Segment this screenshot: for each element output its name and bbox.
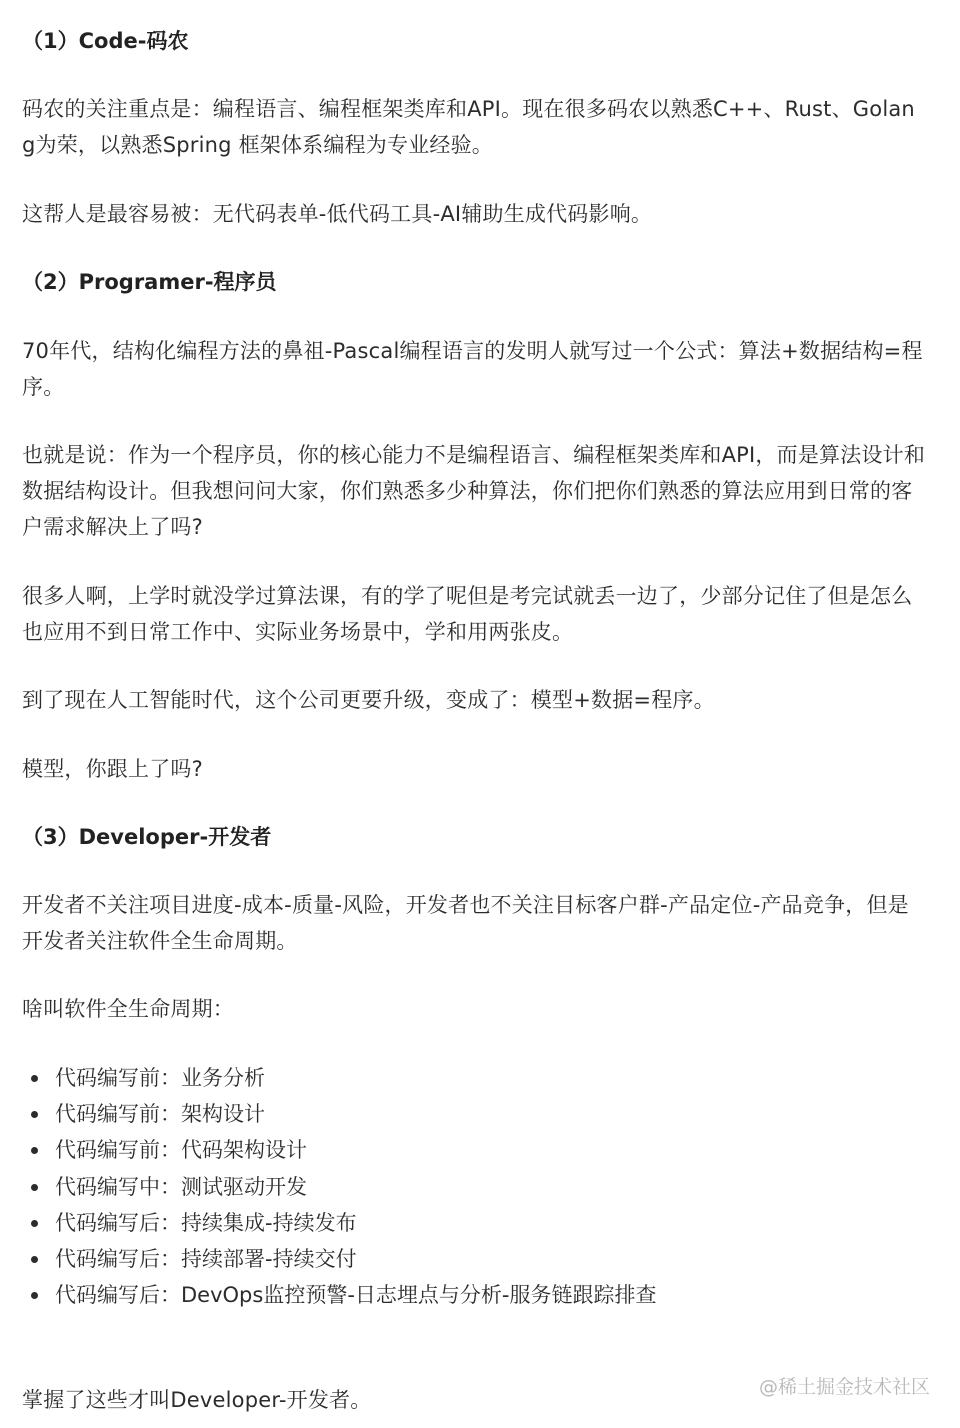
bullet-dot-icon [31, 1256, 38, 1263]
bullet-dot-icon [31, 1075, 38, 1082]
section-heading-code: （1）Code-码农 [22, 29, 189, 53]
paragraph-code-impact: 这帮人是最容易被：无代码表单-低代码工具-AI辅助生成代码影响。 [22, 202, 653, 226]
list-item [22, 1277, 656, 1313]
list-item-text: 代码编写前：代码架构设计 [55, 1138, 307, 1163]
paragraph-ai-era: 到了现在人工智能时代，这个公司更要升级，变成了：模型+数据=程序。 [22, 688, 715, 712]
list-item-text: 代码编写中：测试驱动开发 [55, 1174, 307, 1199]
list-item [22, 1205, 656, 1241]
paragraph-lifecycle-intro: 啥叫软件全生命周期： [22, 997, 234, 1021]
bullet-dot-icon [31, 1184, 38, 1191]
list-item-text: 代码编写后：持续集成-持续发布 [55, 1210, 357, 1235]
list-item [22, 1169, 656, 1205]
paragraph-developer-focus: 开发者不关注项目进度-成本-质量-风险，开发者也不关注目标客户群-产品定位-产品竞争，但是开发者关注软件全生命周期。 [22, 893, 909, 953]
watermark: @稀土掘金技术社区 [758, 1376, 930, 1398]
list-item [22, 1241, 656, 1277]
bullet-dot-icon [31, 1220, 38, 1227]
paragraph-model-question: 模型，你跟上了吗? [22, 757, 203, 781]
list-item [22, 1096, 656, 1132]
list-item [22, 1060, 656, 1096]
paragraph-algorithm-course: 很多人啊，上学时就没学过算法课，有的学了呢但是考完试就丢一边了，少部分记住了但是怎么也应用不到日常工作中、实际业务场景中，学和用两张皮。 [22, 584, 913, 644]
list-item-text: 代码编写前：业务分析 [55, 1066, 265, 1090]
bullet-dot-icon [31, 1147, 38, 1154]
section-heading-programer: （2）Programer-程序员 [22, 270, 277, 294]
lifecycle-list [22, 1060, 656, 1313]
list-item-text: 代码编写后：持续部署-持续交付 [55, 1247, 357, 1272]
paragraph-conclusion: 掌握了这些才叫Developer-开发者。 [22, 1388, 372, 1412]
paragraph-core-ability: 也就是说：作为一个程序员，你的核心能力不是编程语言、编程框架类库和API，而是算法设计和数据结构设计。但我想问问大家，你们熟悉多少种算法，你们把你们熟悉的算法应用到日常的客户需求解决上了吗? [22, 443, 926, 539]
paragraph-formula: 70年代，结构化编程方法的鼻祖-Pascal编程语言的发明人就写过一个公式：算法+数据结构=程序。 [22, 339, 923, 399]
list-item [22, 1132, 656, 1168]
section-heading-developer: （3）Developer-开发者 [22, 825, 272, 849]
bullet-dot-icon [31, 1111, 38, 1118]
list-item-text: 代码编写后：DevOps监控预警-日志埋点与分析-服务链跟踪排查 [55, 1283, 657, 1308]
list-item-text: 代码编写前：架构设计 [55, 1102, 265, 1127]
bullet-dot-icon [31, 1292, 38, 1299]
paragraph-code-focus: 码农的关注重点是：编程语言、编程框架类库和API。现在很多码农以熟悉C++、Rust、Golang为荣，以熟悉Spring 框架体系编程为专业经验。 [22, 97, 915, 157]
